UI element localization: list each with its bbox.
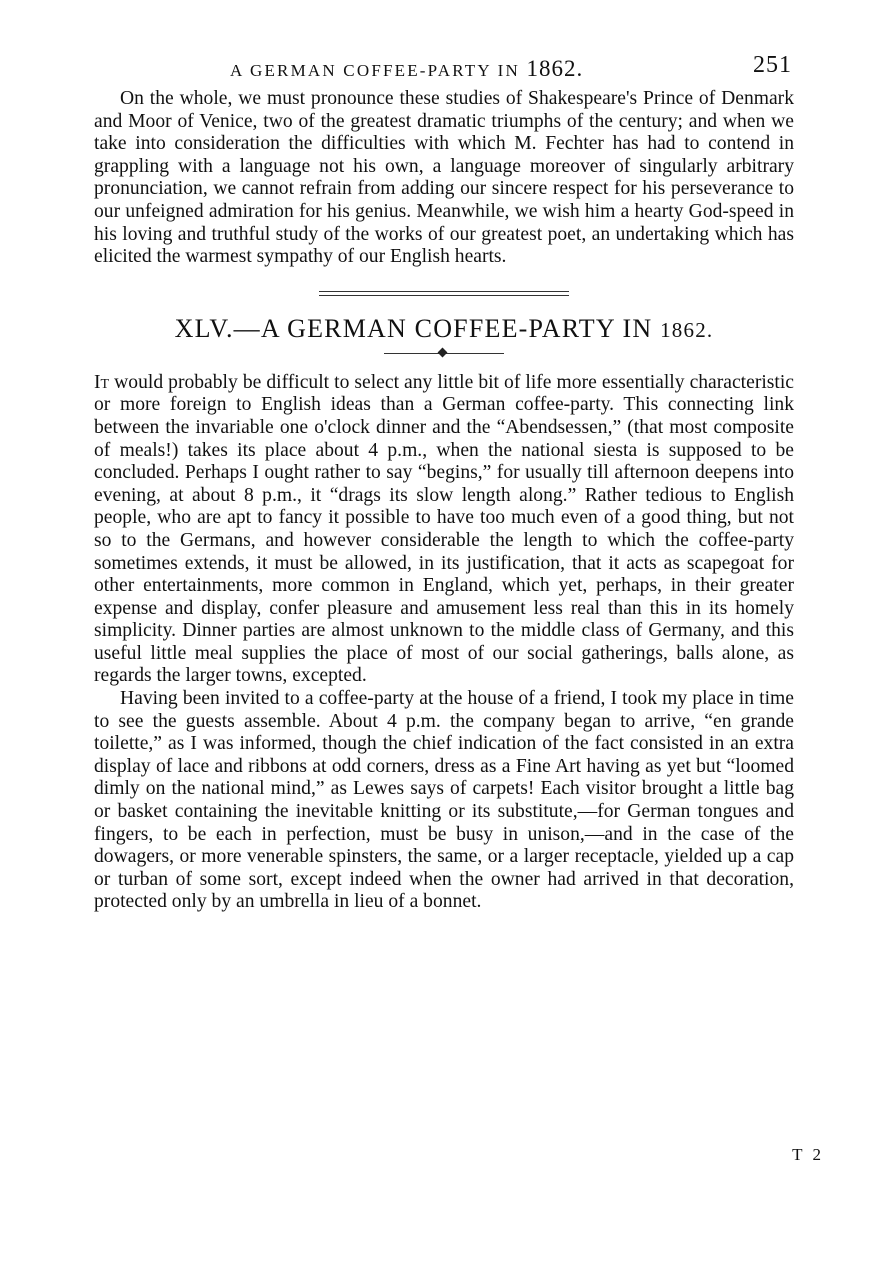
signature-mark: T 2 [792, 1145, 824, 1164]
heading-ornament [384, 348, 504, 360]
body-paragraph-2: Having been invited to a coffee-party at the house of a friend, I took my place in time to see the guests assemble. About 4 p.m. the company began to arrive, “en grande toilette,” as I was informed, though the chief indication of the fact consisted in an extra display of lace and ribbons at odd corners, dress as a Fine Art having as yet but “loomed dimly on the national mind,” as Lewes says of carpets! Each visitor brought a little bag or basket containing the inevitable knitting or its substitute,—for German tongues and fingers, to be each in perfection, must be busy in unison,—and in the case of the dowagers, or more venerable spinsters, the same, or a larger receptacle, yielded up a cap or turban of some sort, except indeed when the owner had arrived in that decoration, protected only by an umbrella in lieu of a bonnet. [94, 688, 794, 913]
body-paragraph-1 [94, 372, 794, 688]
running-head [94, 52, 794, 88]
diamond-icon [438, 347, 448, 357]
section-divider [319, 291, 569, 296]
section-heading [94, 314, 794, 344]
page-number: 251 [753, 52, 792, 78]
drop-word: It [94, 371, 110, 393]
running-title-year: 1862. [526, 56, 584, 81]
intro-paragraph: On the whole, we must pronounce these studies of Shakespeare's Prince of Denmark and Moor of Venice, two of the greatest dramatic triumphs of the century; and when we take into consideration the difficulties with which M. Fechter has had to contend in grappling with a language not his own, a language moreover of singularly arbitrary pronunciation, we cannot refrain from adding our sincere respect for his perseverance to our unfeigned admiration for his genius. Meanwhile, we wish him a hearty God-speed in his loving and truthful study of the works of our greatest poet, an undertaking which has elicited the warmest sympathy of our English hearts. [94, 88, 794, 268]
section-heading-text: XLV.—A GERMAN COFFEE-PARTY IN [174, 313, 653, 343]
body-paragraph-1-text: would probably be difficult to select any little bit of life more essentially characteristic or more foreign to English ideas than a German coffee-party. This connecting link between the invariable one o'clock dinner and the “Abendsessen,” (that most composite of meals!) takes its place about 4 p.m., when the national siesta is supposed to be concluded. Perhaps I ought rather to say “begins,” for usually till afternoon deepens into evening, at about 8 p.m., it “drags its slow length along.” Rather tedious to English people, who are apt to fancy it possible to have too much even of a good thing, but not so to the Germans, and however considerable the length to which the coffee-party sometimes extends, it must be allowed, in its justification, that it acts as scapegoat for other entertainments, more common in England, which yet, perhaps, in their greater expense and display, confer pleasure and amusement less real than this in its homely simplicity. Dinner parties are almost unknown to the middle class of Germany, and this useful little meal supplies the place of most of our social gatherings, balls alone, as regards the larger towns, excepted. [94, 371, 794, 687]
book-page [94, 52, 794, 914]
running-title [230, 56, 583, 82]
section-heading-year: 1862. [660, 317, 714, 342]
running-title-text: A GERMAN COFFEE-PARTY IN [230, 61, 520, 80]
